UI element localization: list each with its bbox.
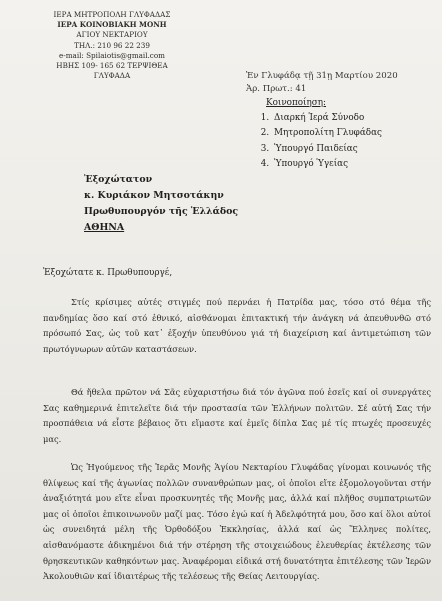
recipient-title: Πρωθυπουργόν τῆς Ἑλλάδος — [84, 206, 239, 217]
cc-item: 4. Ὑπουργό Ὑγείας — [272, 157, 382, 172]
letterhead-phone: ΤΗΛ.: 210 96 22 239 — [74, 40, 150, 50]
body-paragraph: Θά ἤθελα πρῶτον νά Σᾶς εὐχαριστήσω διά τόν ἀγῶνα πού ἐσεῖς καί οἱ συνεργάτες Σας καθημερινά ἐπιτελεῖτε διά τήν προστασία τῶν Ἑλλήνων πολιτῶν. Σέ αὐτή Σας τήν προσπάθεια νά εἶστε βέβαιος ὅτι εἴμαστε καί ἐμεῖς δίπλα Σας μέ τίς πτωχές προσευχές μας. — [43, 387, 431, 444]
cc-list — [250, 111, 382, 172]
recipient-block — [84, 172, 238, 236]
recipient-honorific: Ἐξοχώτατον — [84, 174, 153, 185]
letterhead-saint: ΑΓΙΟΥ ΝΕΚΤΑΡΙΟΥ — [76, 30, 148, 40]
cc-item: 1. Διαρκή Ἱερά Σύνοδο — [272, 111, 382, 126]
body-paragraph: Ὡς Ἡγούμενος τῆς Ἱερᾶς Μονῆς Ἁγίου Νεκταρίου Γλυφάδας γίνομαι κοινωνός τῆς θλίψεως καί τῆς ἀγωνίας πολλῶν συνανθρώπων μας, οἱ ὁποῖοι εἴτε ἐξομολογοῦνται στήν ἀναξιότητά μου εἴτε εἶναι προσκυνητές τῆς Μονῆς μας, ἀλλά καί πλῆθος συμπατριωτῶν μας οἱ ὁποῖοι ἐπικοινωνοῦν μαζί μας. Τόσο ἐγώ καί ἡ Ἀδελφότητά μου, ὅσο καί ὅλοι αὐτοί ὡς συνειδητά μέλη τῆς Ὀρθοδόξου Ἐκκλησίας, ἀλλά καί ὡς Ἕλληνες πολίτες, αἰσθανόμαστε ἀδικημένοι διά τήν στέρηση τῆς στοιχειώδους ἐλευθερίας ἐκτέλεσης τῶν θρησκευτικῶν καθηκόντων μας. Ἀναφέρομαι εἰδικά στή δυνατότητα ἐπιτέλεσης τῶν Ἱερῶν Ἀκολουθιῶν καί ἰδιαιτέρως τῆς τελέσεως τῆς Θείας Λειτουργίας. — [43, 462, 431, 582]
cc-block — [250, 96, 382, 172]
cc-title: Κοινοποίηση: — [266, 98, 326, 108]
recipient-city: ΑΘΗΝΑ — [84, 222, 125, 233]
letterhead-email: e-mail: Spilaiotis@gmail.com — [59, 50, 165, 60]
salutation: Ἐξοχώτατε κ. Πρωθυπουργέ, — [43, 268, 173, 278]
date-line: Ἐν Γλυφάδᾳ τῇ 31ῃ Μαρτίου 2020 — [246, 71, 398, 81]
cc-item: 3. Ὑπουργό Παιδείας — [272, 142, 382, 157]
letterhead — [52, 10, 172, 81]
letterhead-metropolis: ΙΕΡΑ ΜΗΤΡΟΠΟΛΗ ΓΛΥΦΑΔΑΣ — [53, 10, 171, 19]
protocol-number: Ἀρ. Πρωτ.: 41 — [246, 84, 307, 94]
cc-item: 2. Μητροπολίτη Γλυφάδας — [272, 126, 382, 141]
body-paragraph: Στίς κρίσιμες αὐτές στιγμές πού περνάει ἡ Πατρίδα μας, τόσο στό θέμα τῆς πανδημίας ὅσο καί στό ἐθνικό, αἰσθάνομαι ἐπιτακτική τήν ἀνάγκη νά ἀπευθυνθῶ στό πρόσωπό Σας, ὡς τοῦ κατ᾽ ἐξοχήν ὑπευθύνου γιά τή διαχείριση καί ἀντιμετώπιση τῶν πρωτόγνωρων αὐτῶν καταστάσεων. — [43, 297, 431, 354]
date-block — [246, 70, 398, 96]
letterhead-address: ΗΒΗΣ 109- 165 62 ΤΕΡΨΙΘΕΑ ΓΛΥΦΑΔΑ — [56, 61, 168, 81]
recipient-name: κ. Κυριάκον Μητσοτάκην — [84, 190, 224, 201]
letterhead-monastery: ΙΕΡΑ ΚΟΙΝΟΒΙΑΚΗ ΜΟΝΗ — [57, 20, 167, 30]
